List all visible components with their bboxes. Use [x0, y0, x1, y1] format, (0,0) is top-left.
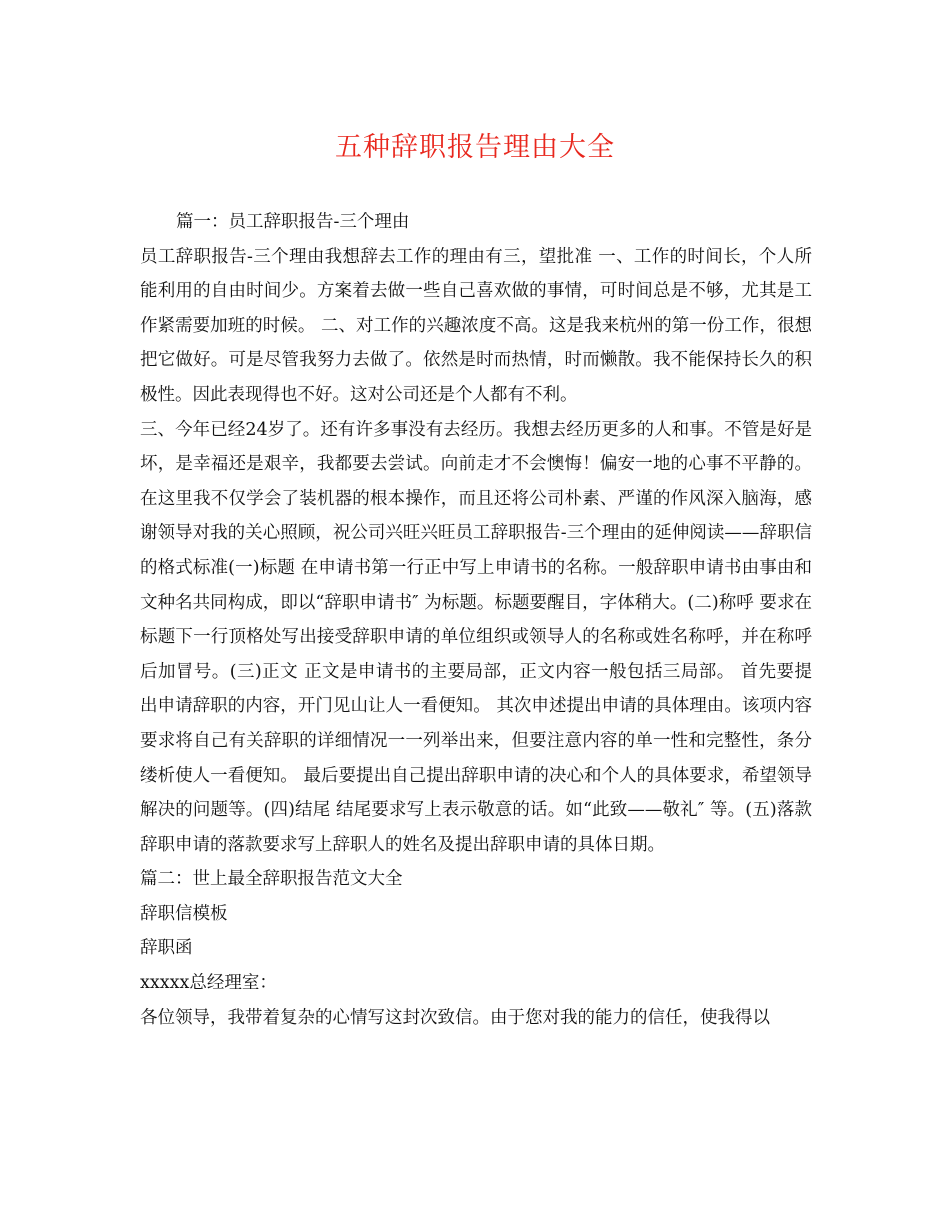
letter-body-start: 各位领导，我带着复杂的心情写这封次致信。由于您对我的能力的信任，使我得以	[140, 1007, 770, 1028]
letter-title: 辞职函	[140, 938, 193, 959]
section-heading-2: 篇二：世上最全辞职报告范文大全	[140, 869, 403, 890]
body-paragraph-2: 三、今年已经24岁了。还有许多事没有去经历。我想去经历更多的人和事。不管是好是坏，是幸福还是艰辛，我都要去尝试。向前走才不会懊悔！偏安一地的心事不平静的。 在这里我不仅学会了装机器的根本操作，而且还将公司朴素、严谨的作风深入脑海，感谢领导对我的关心照顾，祝公司兴旺兴旺员工辞职报告-三个理由的延伸阅读——辞职信的格式标准(一)标题 在申请书第一行正中写上申请书的名称。一般辞职申请书由事由和文种名共同构成，即以“辞职申请书″ 为标题。标题要醒目，字体稍大。(二)称呼 要求在标题下一行顶格处写出接受辞职申请的单位组织或领导人的名称或姓名称呼，并在称呼后加冒号。(三)正文 正文是申请书的主要局部，正文内容一般包括三局部。 首先要提出申请辞职的内容，开门见山让人一看便知。 其次申述提出申请的具体理由。该项内容要求将自己有关辞职的详细情况一一列举出来，但要注意内容的单一性和完整性，条分缕析使人一看便知。 最后要提出自己提出辞职申请的决心和个人的具体要求，希望领导解决的问题等。(四)结尾 结尾要求写上表示敬意的话。如“此致——敬礼″ 等。(五)落款 辞职申请的落款要求写上辞职人的姓名及提出辞职申请的具体日期。	[140, 419, 812, 855]
document-title: 五种辞职报告理由大全	[335, 132, 615, 163]
letter-salutation: xxxxx总经理室：	[140, 973, 277, 994]
document-body	[140, 205, 812, 1035]
section-heading-1: 篇一：员工辞职报告-三个理由	[176, 212, 410, 232]
body-paragraph-1: 员工辞职报告-三个理由我想辞去工作的理由有三，望批准 一、工作的时间长，个人所能利用的自由时间少。方案着去做一些自己喜欢做的事情，可时间总是不够，尤其是工作紧需要加班的时候。 二、对工作的兴趣浓度不高。这是我来杭州的第一份工作，很想把它做好。可是尽管我努力去做了。依然是时而热情，时而懒散。我不能保持长久的积极性。因此表现得也不好。这对公司还是个人都有不利。	[140, 246, 812, 405]
template-label: 辞职信模板	[140, 903, 228, 924]
